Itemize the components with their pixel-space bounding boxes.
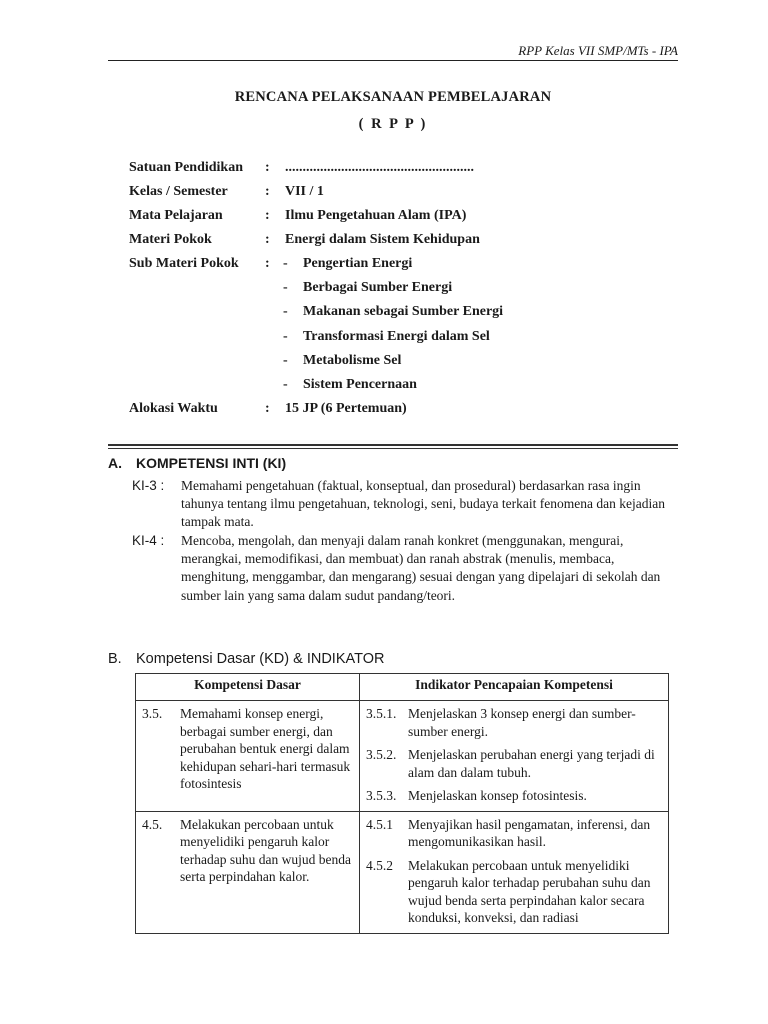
identity-value: Ilmu Pengetahuan Alam (IPA) <box>285 208 467 223</box>
indicator-cell <box>360 811 669 933</box>
section-b-heading <box>108 651 384 667</box>
identity-value: Energi dalam Sistem Kehidupan <box>285 232 480 247</box>
indicator-cell <box>360 701 669 812</box>
identity-label: Materi Pokok <box>129 232 212 247</box>
ki-text: Memahami pengetahuan (faktual, konseptual, dan prosedural) berdasarkan rasa ingin tahunya tentang ilmu pengetahuan, teknologi, seni, budaya terkait fenomena dan kejadian tampak mata. <box>181 478 665 530</box>
section-divider <box>108 444 678 446</box>
indicator-item <box>366 705 662 740</box>
identity-value: 15 JP (6 Pertemuan) <box>285 401 407 416</box>
ki-label: KI-4 : <box>132 533 165 548</box>
indicator-number: 3.5.3. <box>366 788 397 803</box>
running-header: RPP Kelas VII SMP/MTs - IPA <box>518 43 678 58</box>
header-rule <box>108 60 678 61</box>
bullet-dash: - <box>283 256 288 271</box>
kd-entry <box>142 705 353 793</box>
table-header-kd: Kompetensi Dasar <box>136 674 360 701</box>
indicator-number: 4.5.2 <box>366 857 393 873</box>
sub-materi-text: Sistem Pencernaan <box>303 376 417 392</box>
identity-label: Kelas / Semester <box>129 184 228 199</box>
table-row <box>136 701 669 812</box>
indicator-item <box>366 816 662 851</box>
indicator-number: 3.5.2. <box>366 747 397 762</box>
kd-text: Melakukan percobaan untuk menyelidiki pengaruh kalor terhadap suhu dan wujud benda serta perpindahan kalor. <box>180 816 351 884</box>
ki-4-item <box>132 532 677 605</box>
indicator-item <box>366 787 662 805</box>
identity-value: ...................................................... <box>285 160 474 175</box>
section-letter: A. <box>108 455 122 471</box>
identity-colon: : <box>265 232 270 247</box>
kd-entry <box>142 816 353 886</box>
identity-colon: : <box>265 256 270 271</box>
document-title: RENCANA PELAKSANAAN PEMBELAJARAN <box>234 89 552 105</box>
bullet-dash: - <box>283 304 288 320</box>
kd-cell <box>136 701 360 812</box>
indicator-number: 3.5.1. <box>366 706 397 721</box>
indicator-number: 4.5.1 <box>366 816 393 832</box>
table-header-indicator: Indikator Pencapaian Kompetensi <box>360 674 669 701</box>
indicator-item <box>366 857 662 927</box>
sub-materi-text: Metabolisme Sel <box>303 352 402 368</box>
identity-label: Sub Materi Pokok <box>129 256 239 271</box>
section-title: Kompetensi Dasar (KD) & INDIKATOR <box>136 651 385 667</box>
indicator-item <box>366 746 662 781</box>
identity-label: Mata Pelajaran <box>129 208 223 223</box>
identity-label: Alokasi Waktu <box>129 401 218 416</box>
table-row <box>136 811 669 933</box>
bullet-dash: - <box>283 328 288 344</box>
kd-number: 4.5. <box>142 816 163 832</box>
ki-text: Mencoba, mengolah, dan menyaji dalam ranah konkret (menggunakan, mengurai, merangkai, memodifikasi, dan membuat) dan ranah abstrak (menulis, membaca, menghitung, menggambar, dan mengarang) sesuai dengan yang dipelajari di sekolah dan sumber lain yang sama dalam sudut pandang/teori. <box>181 533 661 603</box>
indicator-text: Melakukan percobaan untuk menyelidiki pengaruh kalor terhadap perubahan suhu dan wujud benda serta perpindahan kalor secara konduksi, konveksi, dan radiasi <box>408 857 651 925</box>
sub-materi-text: Makanan sebagai Sumber Energi <box>303 304 504 320</box>
kd-cell <box>136 811 360 933</box>
kd-text: Memahami konsep energi, berbagai sumber energi, dan perubahan bentuk energi dalam kehidupan sehari-hari termasuk fotosintesis <box>180 706 351 791</box>
identity-label: Satuan Pendidikan <box>129 160 243 175</box>
table-header-row <box>136 674 669 701</box>
document-subtitle: ( R P P ) <box>358 116 428 132</box>
sub-materi-text: Berbagai Sumber Energi <box>303 280 453 296</box>
kd-indicator-table <box>135 673 669 934</box>
indicator-text: Menyajikan hasil pengamatan, inferensi, dan mengomunikasikan hasil. <box>408 816 651 849</box>
identity-colon: : <box>265 401 270 416</box>
sub-materi-text: Pengertian Energi <box>303 256 413 271</box>
bullet-dash: - <box>283 280 288 296</box>
section-letter: B. <box>108 651 122 667</box>
indicator-text: Menjelaskan 3 konsep energi dan sumber-sumber energi. <box>408 706 636 739</box>
ki-3-item <box>132 477 677 532</box>
section-divider <box>108 448 678 449</box>
ki-label: KI-3 : <box>132 478 165 493</box>
identity-colon: : <box>265 184 270 199</box>
sub-materi-text: Transformasi Energi dalam Sel <box>303 328 490 344</box>
section-title: KOMPETENSI INTI (KI) <box>136 455 287 471</box>
bullet-dash: - <box>283 376 288 392</box>
identity-colon: : <box>265 208 270 223</box>
identity-value: VII / 1 <box>285 184 324 199</box>
kd-number: 3.5. <box>142 706 163 721</box>
section-a-heading <box>108 455 286 471</box>
indicator-text: Menjelaskan konsep fotosintesis. <box>408 788 587 803</box>
identity-colon: : <box>265 160 270 175</box>
bullet-dash: - <box>283 352 288 368</box>
indicator-text: Menjelaskan perubahan energi yang terjadi di alam dan dalam tubuh. <box>408 747 655 780</box>
